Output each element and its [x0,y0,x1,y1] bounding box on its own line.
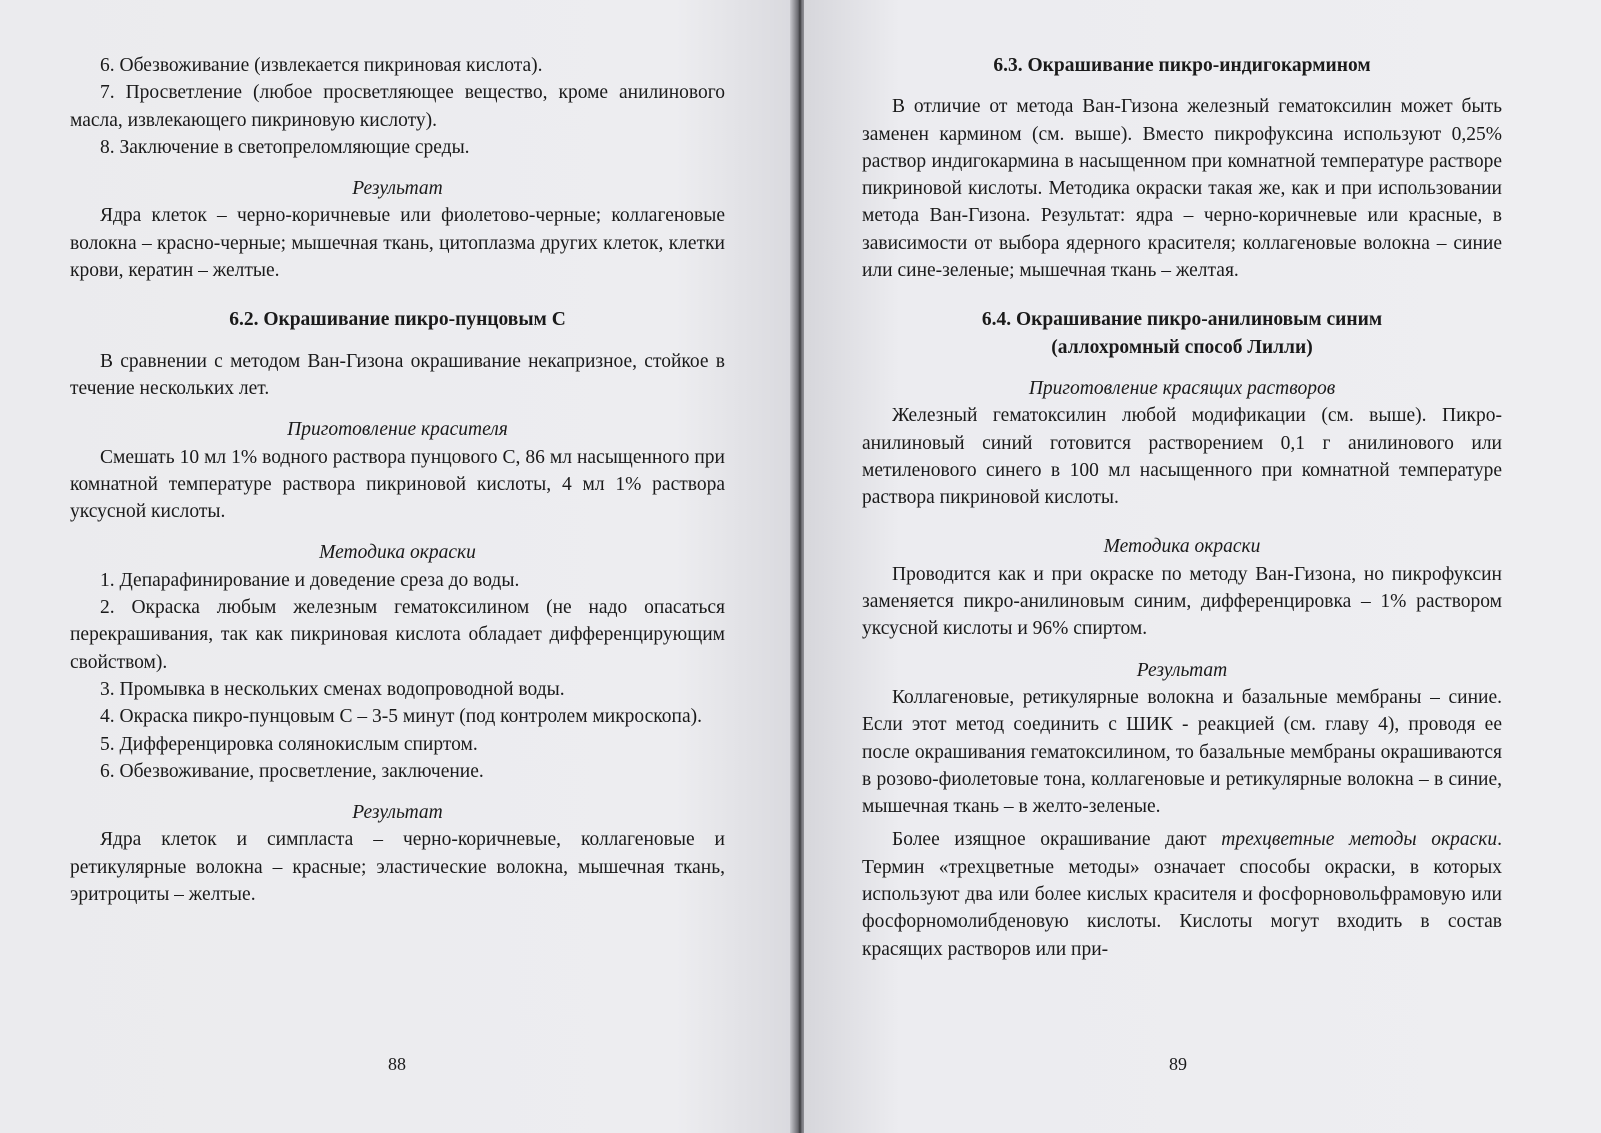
subheading-result: Результат [352,802,443,824]
final-text-part: Более изящное окрашивание дают [892,829,1222,851]
list-item: 6. Обезвоживание (извлекается пикриновая кислота). [100,55,543,76]
section-paragraph: В отличие от метода Ван-Гизона железный гематоксилин может быть заменен кармином (см. выше). Вместо пикрофуксина используют 0,25% раствор индигокармина в насыщенном при комнатной температуре растворе пикриновой кислоты. Методика окраски такая же, как и при использовании метода Ван-Гизона. Результат: ядра – черно-коричневые или красные, в зависимости от выбора ядерного красителя; коллагеновые волокна – синие или сине-зеленые; мышечная ткань – желтая. [862,96,1502,282]
subheading-prep: Приготовление красящих растворов [1028,377,1336,399]
section-heading: 6.4. Окрашивание пикро-анилиновым синим [981,309,1383,331]
intro-paragraph: В сравнении с методом Ван-Гизона окрашивание некапризное, стойкое в течение нескольких лет. [70,350,725,399]
method-step: 5. Дифференцировка солянокислым спиртом. [100,733,478,755]
page-number: 89 [1169,1054,1187,1074]
page-number: 88 [388,1054,406,1074]
final-text-part: . Термин «трехцветные методы» означает способы окраски, в которых используют два или более кислых красителя и фосфорновольфрамовую или фосфорномолибденовую кислоты. Кислоты могут входить в состав красящих растворов или при- [862,829,1502,960]
subheading-method: Методика окраски [1103,536,1261,558]
method-step: 3. Промывка в нескольких сменах водопроводной воды. [100,678,565,700]
subheading-result: Результат [352,178,443,200]
prep-paragraph: Смешать 10 мл 1% водного раствора пунцового С, 86 мл насыщенного при комнатной температуре раствора пикриновой кислоты, 4 мл 1% раствора уксусной кислоты. [70,446,725,523]
final-text-italic: трехцветные методы окраски [1221,829,1498,851]
right-text-column [862,52,1502,963]
subheading-method: Методика окраски [319,542,476,564]
result-paragraph: Коллагеновые, ретикулярные волокна и базальные мембраны – синие. Если этот метод соединить с ШИК - реакцией (см. главу 4), проводя ее после окрашивания гематоксилином, то базальные мембраны окрашиваются в розово-фиолетовые тона, коллагеновые и ретикулярные волокна – в синие, мышечная ткань – в желто-зеленые. [862,686,1502,818]
final-paragraph [862,826,1502,962]
method-paragraph: Проводится как и при окраске по методу Ван-Гизона, но пикрофуксин заменяется пикро-анилиновым синим, дифференцировка – 1% раствором уксусной кислоты и 96% спиртом. [862,563,1502,640]
left-text-column [70,52,725,908]
method-step: 2. Окраска любым железным гематоксилином (не надо опасаться перекрашивания, так как пикриновая кислота обладает дифференцирующим свойством). [70,597,725,673]
section-heading: 6.2. Окрашивание пикро-пунцовым С [229,309,566,331]
section-heading: 6.3. Окрашивание пикро-индигокармином [993,55,1371,76]
method-step: 6. Обезвоживание, просветление, заключение. [100,760,484,782]
result-paragraph: Ядра клеток и симпласта – черно-коричневые, коллагеновые и ретикулярные волокна – красные; эластические волокна, мышечная ткань, эритроциты – желтые. [70,829,725,906]
method-step: 1. Депарафинирование и доведение среза до воды. [100,569,520,591]
prep-paragraph: Железный гематоксилин любой модификации (см. выше). Пикро-анилиновый синий готовится растворением 0,1 г анилинового или метиленового синего в 100 мл насыщенного при комнатной температуре раствора пикриновой кислоты. [862,405,1502,509]
left-page [0,0,796,1133]
subheading-prep: Приготовление красителя [287,419,508,441]
method-step: 4. Окраска пикро-пунцовым С – 3-5 минут (под контролем микроскопа). [100,706,702,728]
list-item: 8. Заключение в светопреломляющие среды. [100,136,470,158]
subheading-result: Результат [1136,659,1228,681]
right-page [804,0,1601,1133]
section-heading-subtitle: (аллохромный способ Лилли) [1051,336,1313,358]
result-paragraph: Ядра клеток – черно-коричневые или фиолетово-черные; коллагеновые волокна – красно-черные; мышечная ткань, цитоплазма других клеток, клетки крови, кератин – желтые. [70,205,725,282]
list-item: 7. Просветление (любое просветляющее вещество, кроме анилинового масла, извлекающего пикриновую кислоту). [70,82,725,131]
